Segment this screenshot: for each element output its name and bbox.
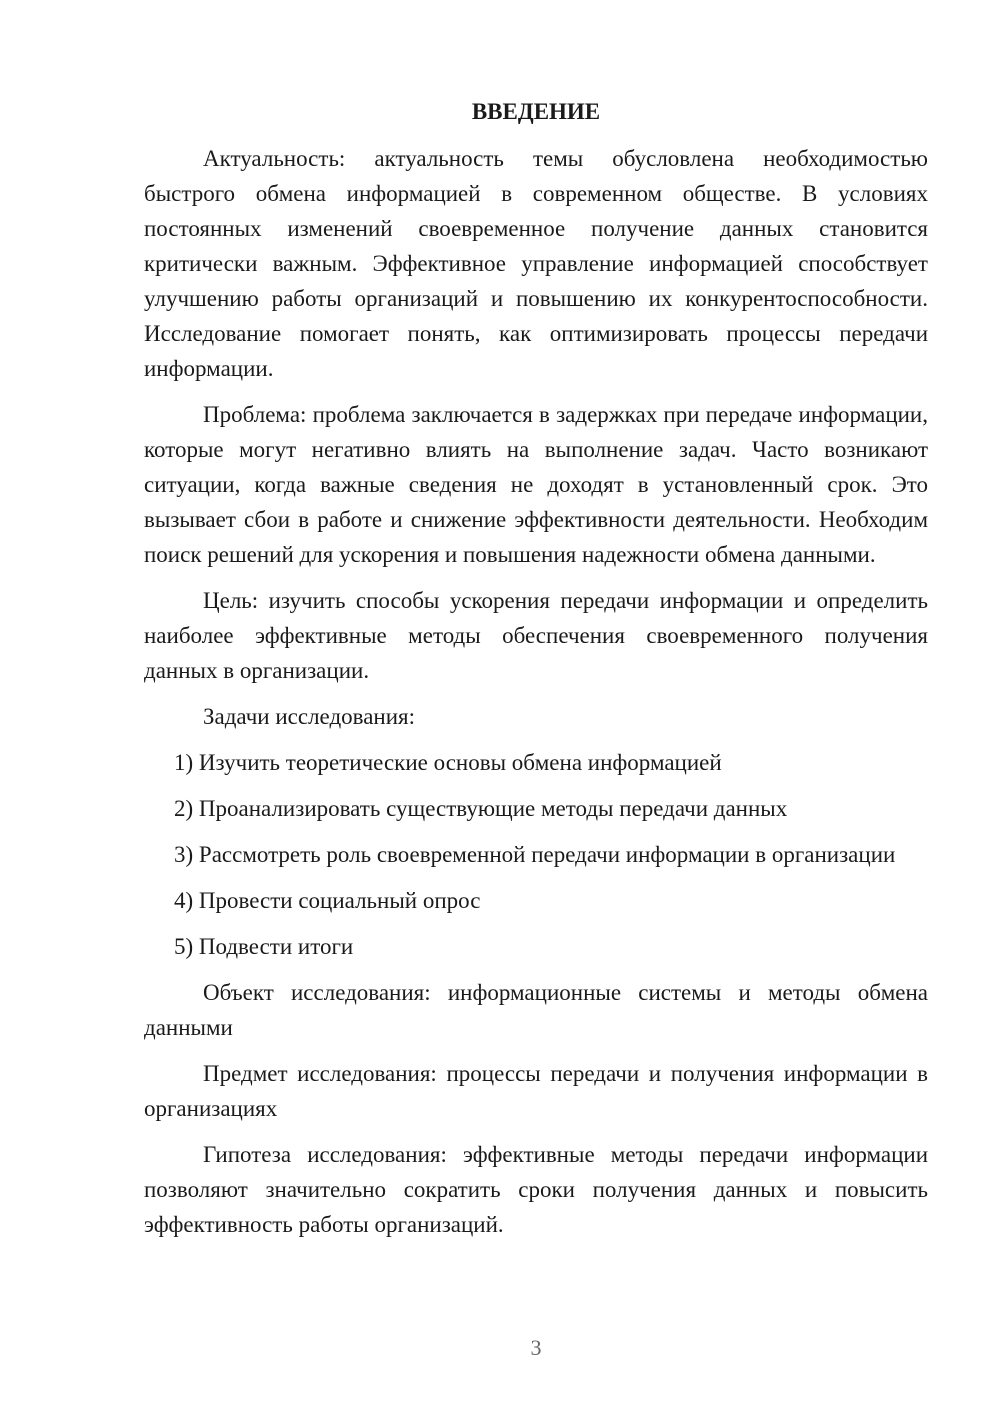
section-title: ВВЕДЕНИЕ xyxy=(471,99,601,124)
paragraph-relevance: Актуальность: актуальность темы обусловлена необходимостью быстрого обмена информацией в современном обществе. В условиях постоянных изменений своевременное получение данных становится критически важным. Эффективное управление информацией способствует улучшению работы организаций и повышению их конкурентоспособности. Исследование помогает понять, как оптимизировать процессы передачи информации. xyxy=(144,146,928,381)
task-item-5: 5) Подвести итоги xyxy=(174,934,354,959)
paragraph-goal: Цель: изучить способы ускорения передачи информации и определить наиболее эффективные методы обеспечения своевременного получения данных в организации. xyxy=(144,588,928,683)
paragraph-object: Объект исследования: информационные системы и методы обмена данными xyxy=(144,980,928,1040)
task-item-3: 3) Рассмотреть роль своевременной передачи информации в организации xyxy=(174,842,896,867)
paragraph-subject: Предмет исследования: процессы передачи и получения информации в организациях xyxy=(144,1061,928,1121)
tasks-heading: Задачи исследования: xyxy=(203,704,416,729)
paragraph-hypothesis: Гипотеза исследования: эффективные методы передачи информации позволяют значительно сократить сроки получения данных и повысить эффективность работы организаций. xyxy=(144,1142,928,1237)
task-item-1: 1) Изучить теоретические основы обмена информацией xyxy=(174,750,722,775)
task-item-2: 2) Проанализировать существующие методы передачи данных xyxy=(174,796,788,821)
task-item-4: 4) Провести социальный опрос xyxy=(174,888,481,913)
page-content xyxy=(144,94,928,1253)
page-number: 3 xyxy=(530,1335,542,1360)
paragraph-problem: Проблема: проблема заключается в задержках при передаче информации, которые могут негативно влиять на выполнение задач. Часто возникают ситуации, когда важные сведения не доходят в установленный срок. Это вызывает сбои в работе и снижение эффективности деятельности. Необходим поиск решений для ускорения и повышения надежности обмена данными. xyxy=(144,402,928,567)
